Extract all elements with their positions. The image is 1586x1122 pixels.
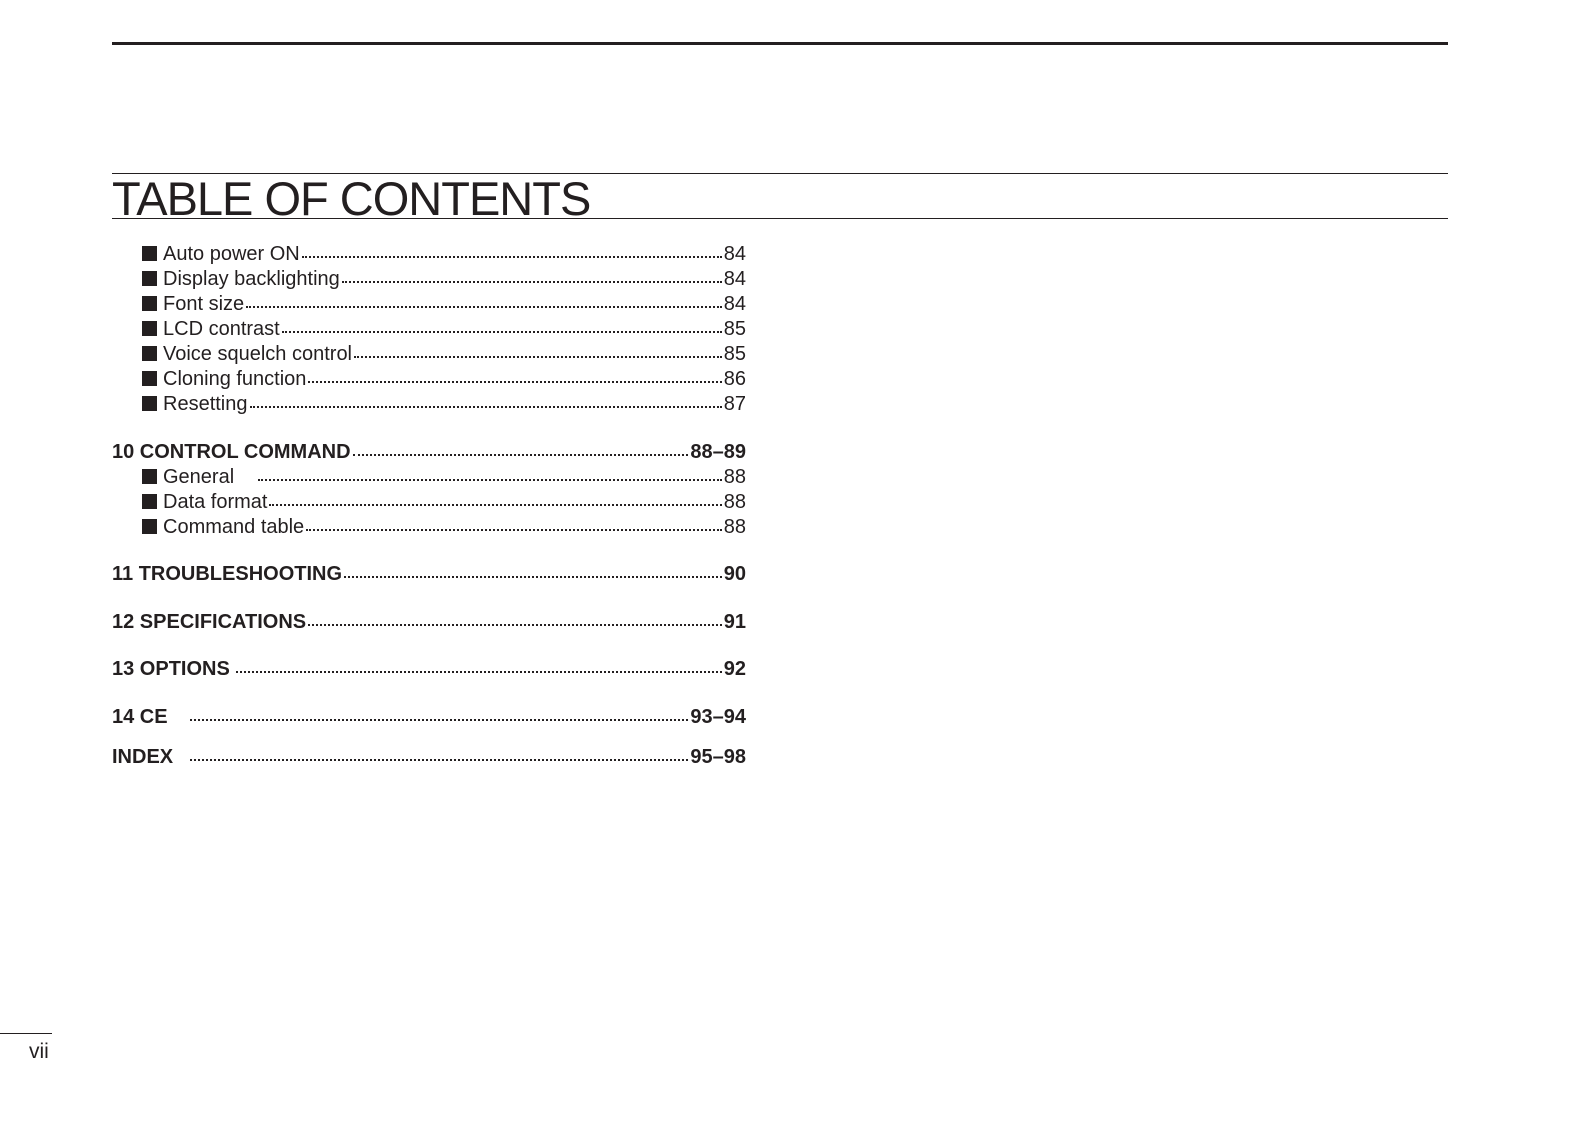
toc-entry-page: 85 bbox=[723, 343, 746, 365]
toc-entry-label: Voice squelch control bbox=[163, 343, 353, 365]
toc-chapter-ce[interactable] bbox=[112, 706, 746, 731]
toc-entry-label: Data format bbox=[163, 490, 268, 513]
dot-leader bbox=[308, 622, 722, 626]
square-bullet-icon bbox=[142, 494, 157, 509]
dot-leader bbox=[342, 279, 722, 283]
square-bullet-icon bbox=[142, 519, 157, 534]
dot-leader bbox=[246, 304, 722, 308]
page-title: TABLE OF CONTENTS bbox=[112, 172, 591, 225]
toc-entry-data-format[interactable] bbox=[112, 491, 746, 516]
toc-entry-page: 88 bbox=[723, 465, 746, 488]
toc-chapter-page: 92 bbox=[723, 658, 746, 680]
dot-leader bbox=[269, 502, 721, 506]
square-bullet-icon bbox=[142, 396, 157, 411]
toc-entry-page: 88 bbox=[723, 490, 746, 513]
page-number: vii bbox=[29, 1040, 49, 1063]
dot-leader bbox=[354, 354, 722, 358]
dot-leader bbox=[306, 527, 722, 531]
toc-entry-resetting[interactable] bbox=[112, 393, 746, 418]
toc-chapter-label: 13 OPTIONS bbox=[112, 658, 230, 680]
toc-entry-command-table[interactable] bbox=[112, 516, 746, 541]
toc-chapter-label: 12 SPECIFICATIONS bbox=[112, 610, 307, 633]
toc-entry-label: Font size bbox=[163, 293, 245, 315]
square-bullet-icon bbox=[142, 321, 157, 336]
square-bullet-icon bbox=[142, 346, 157, 361]
footer-rule bbox=[0, 1033, 52, 1034]
toc-chapter-label: INDEX bbox=[112, 745, 174, 768]
toc-chapter-options[interactable] bbox=[112, 658, 746, 683]
toc-entry-label: Command table bbox=[163, 515, 305, 538]
toc-entry-auto-power-on[interactable] bbox=[112, 243, 746, 268]
title-block bbox=[112, 172, 1448, 225]
dot-leader bbox=[282, 329, 722, 333]
toc-chapter-index[interactable] bbox=[112, 746, 746, 771]
toc-entry-page: 88 bbox=[723, 515, 746, 538]
toc-chapter-page: 95–98 bbox=[690, 745, 746, 768]
dot-leader bbox=[344, 574, 722, 578]
toc-entry-page: 84 bbox=[723, 293, 746, 315]
dot-leader bbox=[308, 379, 721, 383]
dot-leader bbox=[353, 452, 689, 456]
toc-chapter-label: 11 TROUBLESHOOTING bbox=[112, 563, 343, 585]
toc-entry-general[interactable] bbox=[112, 466, 746, 491]
dot-leader bbox=[190, 757, 688, 761]
toc-entry-voice-squelch-control[interactable] bbox=[112, 343, 746, 368]
square-bullet-icon bbox=[142, 271, 157, 286]
square-bullet-icon bbox=[142, 469, 157, 484]
top-rule bbox=[112, 42, 1448, 45]
toc-entry-label: General bbox=[163, 465, 235, 488]
toc-entry-display-backlighting[interactable] bbox=[112, 268, 746, 293]
toc-entry-label: LCD contrast bbox=[163, 318, 280, 340]
table-of-contents bbox=[112, 243, 746, 771]
toc-chapter-troubleshooting[interactable] bbox=[112, 563, 746, 588]
toc-entry-cloning-function[interactable] bbox=[112, 368, 746, 393]
toc-entry-label: Auto power ON bbox=[163, 243, 300, 265]
toc-chapter-page: 91 bbox=[723, 610, 746, 633]
toc-chapter-control-command[interactable] bbox=[112, 441, 746, 466]
toc-entry-page: 84 bbox=[723, 243, 746, 265]
dot-leader bbox=[258, 477, 722, 481]
dot-leader bbox=[302, 254, 722, 258]
square-bullet-icon bbox=[142, 296, 157, 311]
toc-entry-page: 85 bbox=[723, 318, 746, 340]
square-bullet-icon bbox=[142, 371, 157, 386]
toc-entry-label: Cloning function bbox=[163, 368, 307, 390]
toc-chapter-label: 10 CONTROL COMMAND bbox=[112, 440, 351, 463]
toc-entry-page: 87 bbox=[723, 393, 746, 415]
toc-entry-page: 86 bbox=[723, 368, 746, 390]
toc-chapter-page: 88–89 bbox=[690, 440, 746, 463]
toc-chapter-specifications[interactable] bbox=[112, 611, 746, 636]
toc-entry-label: Resetting bbox=[163, 393, 248, 415]
toc-entry-label: Display backlighting bbox=[163, 268, 340, 290]
dot-leader bbox=[190, 717, 688, 721]
toc-chapter-page: 93–94 bbox=[690, 705, 746, 728]
square-bullet-icon bbox=[142, 246, 157, 261]
toc-chapter-page: 90 bbox=[723, 563, 746, 585]
dot-leader bbox=[250, 404, 722, 408]
toc-chapter-label: 14 CE bbox=[112, 705, 168, 728]
toc-entry-page: 84 bbox=[723, 268, 746, 290]
dot-leader bbox=[236, 669, 722, 673]
toc-entry-font-size[interactable] bbox=[112, 293, 746, 318]
toc-entry-lcd-contrast[interactable] bbox=[112, 318, 746, 343]
